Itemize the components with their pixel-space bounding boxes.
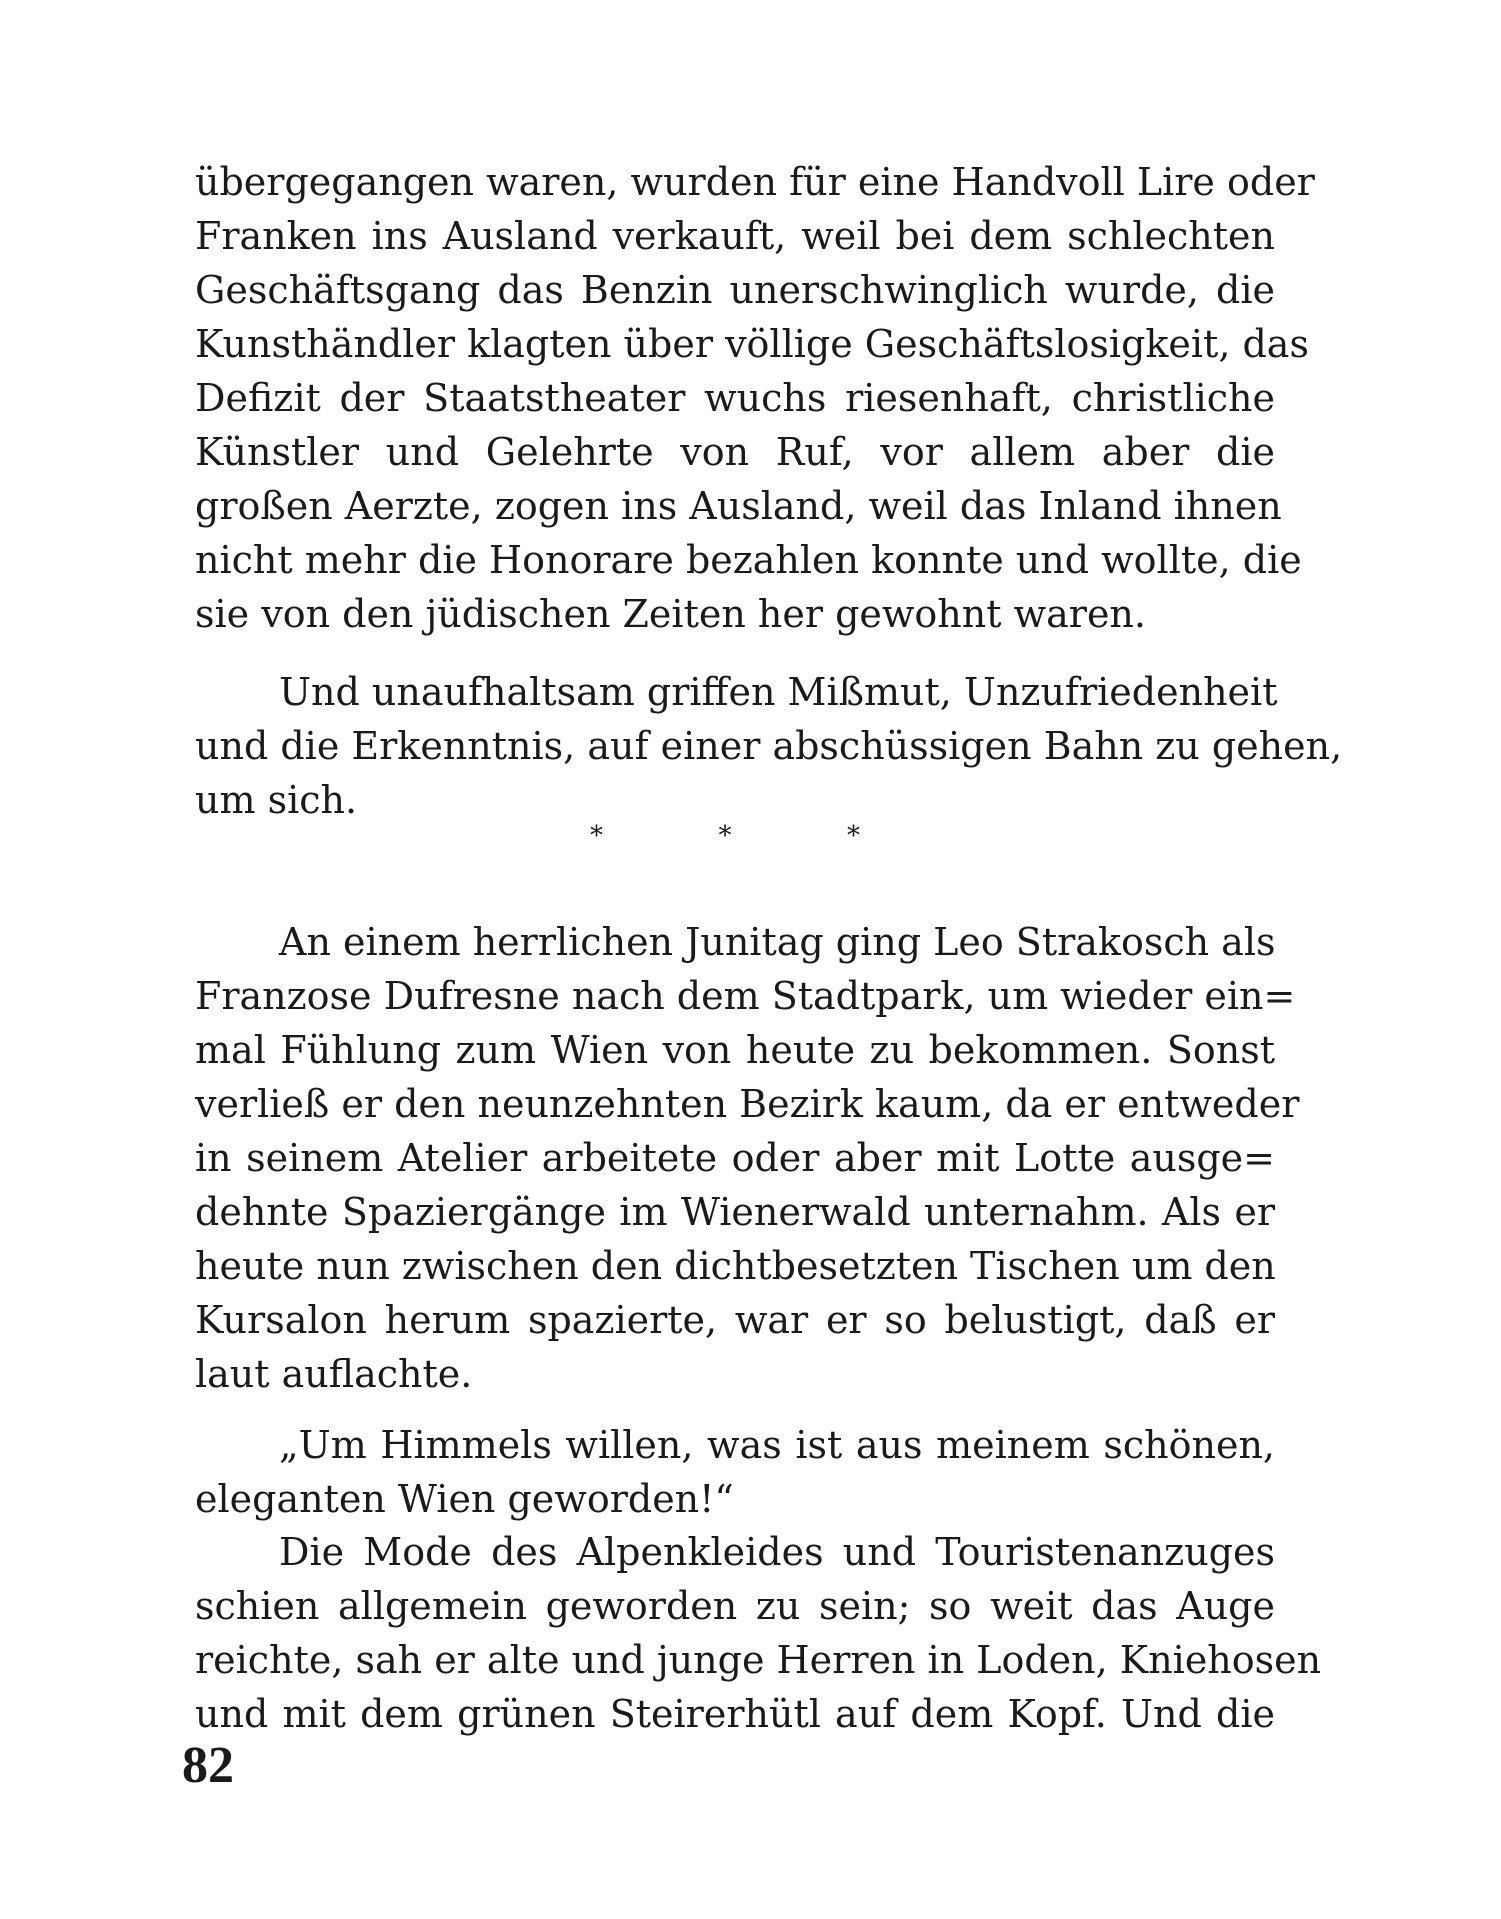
paragraph [195, 915, 1300, 1401]
text-line: verließ er den neunzehnten Bezirk kaum, da er entweder [195, 1082, 1300, 1126]
text-line: Kunsthändler klagten über völlige Geschäftslosigkeit, das [195, 322, 1309, 366]
paragraph-quote [195, 1418, 1275, 1526]
text-line: mal Fühlung zum Wien von heute zu bekommen. Sonst [195, 1028, 1275, 1072]
text-line: Franken ins Ausland verkauft, weil bei dem schlechten [195, 214, 1275, 258]
text-line: Defizit der Staatstheater wuchs riesenhaft, christliche [195, 376, 1275, 420]
text-line: dehnte Spaziergänge im Wienerwald unternahm. Als er [195, 1190, 1275, 1234]
text-line: und die Erkenntnis, auf einer abschüssigen Bahn zu gehen, [195, 724, 1343, 768]
text-line: An einem herrlichen Junitag ging Leo Strakosch als [279, 920, 1276, 964]
text-line: eleganten Wien geworden!“ [195, 1477, 734, 1521]
text-line: Kursalon herum spazierte, war er so belustigt, daß er [195, 1298, 1275, 1342]
text-line: übergegangen waren, wurden für eine Handvoll Lire oder [195, 160, 1315, 204]
text-line: in seinem Atelier arbeitete oder aber mit Lotte ausge= [195, 1136, 1275, 1180]
asterisk: * [590, 821, 603, 851]
text-line: Künstler und Gelehrte von Ruf, vor allem aber die [195, 430, 1275, 474]
text-line: laut auflachte. [195, 1352, 473, 1396]
text-line: heute nun zwischen den dichtbesetzten Tischen um den [195, 1244, 1276, 1288]
text-line: und mit dem grünen Steirerhütl auf dem Kopf. Und die [195, 1692, 1275, 1736]
text-line: Geschäftsgang das Benzin unerschwinglich wurde, die [195, 268, 1275, 312]
section-separator [590, 823, 860, 849]
paragraph-continued [195, 155, 1315, 641]
text-line: Die Mode des Alpenkleides und Touristenanzuges [279, 1530, 1275, 1574]
paragraph [195, 1525, 1322, 1741]
text-line: reichte, sah er alte und junge Herren in Loden, Kniehosen [195, 1638, 1322, 1682]
text-line: schien allgemein geworden zu sein; so weit das Auge [195, 1584, 1275, 1628]
text-line: Und unaufhaltsam griffen Mißmut, Unzufriedenheit [279, 670, 1278, 714]
text-line: sie von den jüdischen Zeiten her gewohnt waren. [195, 592, 1146, 636]
asterisk: * [718, 821, 732, 851]
text-line: Franzose Dufresne nach dem Stadtpark, um wieder ein= [195, 974, 1296, 1018]
text-line: „Um Himmels willen, was ist aus meinem schönen, [279, 1423, 1275, 1467]
asterisk: * [847, 821, 860, 851]
paragraph [195, 665, 1343, 827]
text-line: großen Aerzte, zogen ins Ausland, weil das Inland ihnen [195, 484, 1282, 528]
page-number: 82 [182, 1737, 234, 1794]
text-line: nicht mehr die Honorare bezahlen konnte und wollte, die [195, 538, 1302, 582]
text-line: um sich. [195, 778, 358, 822]
